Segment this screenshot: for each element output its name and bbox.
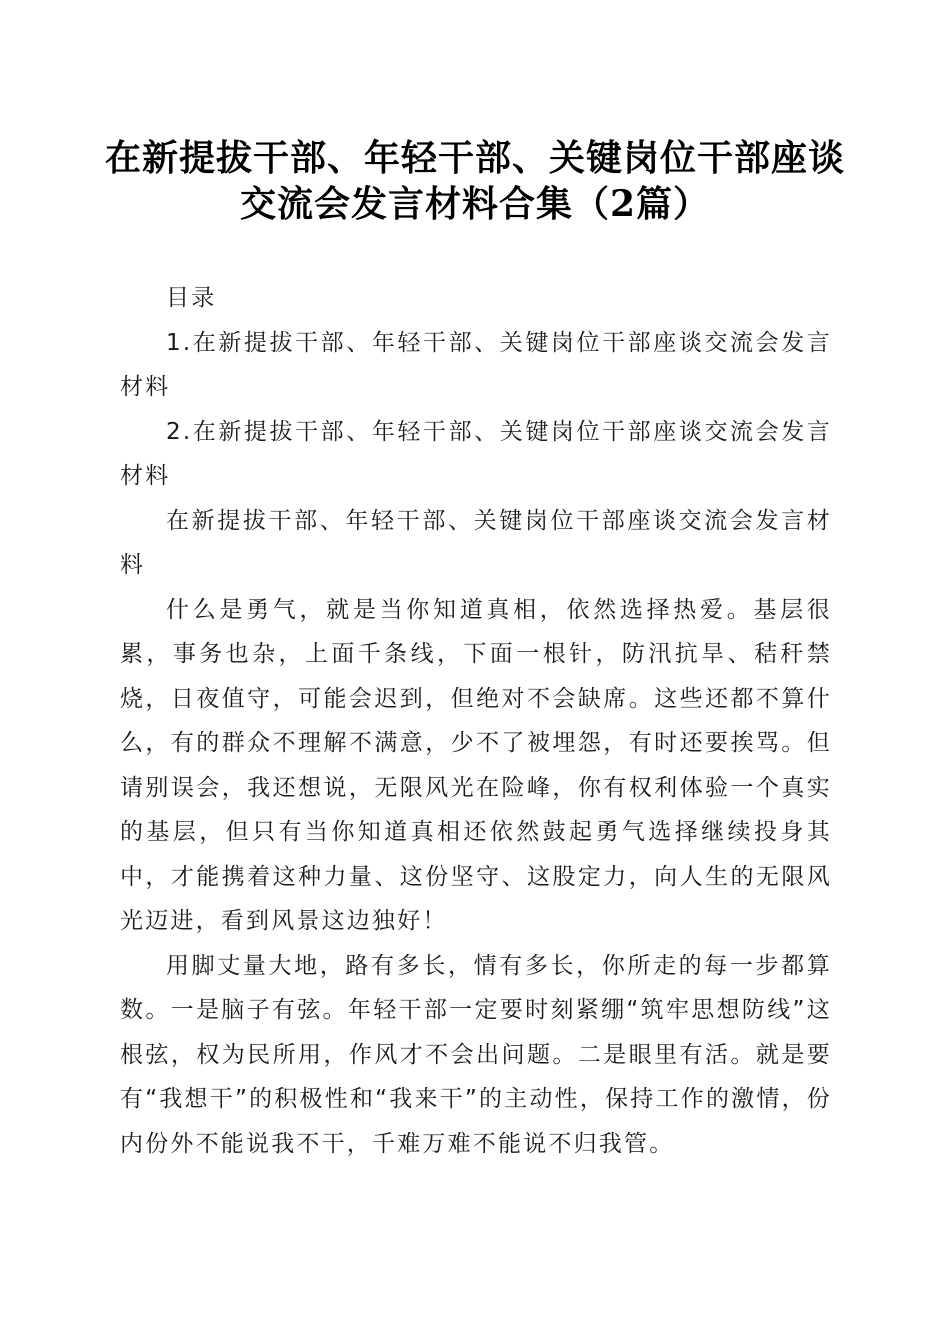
document-title [100, 135, 850, 227]
toc-item-1: 1.在新提拔干部、年轻干部、关键岗位干部座谈交流会发言材料 [120, 329, 832, 400]
document-body [120, 276, 832, 1166]
title-line-1: 在新提拔干部、年轻干部、关键岗位干部座谈 [104, 137, 845, 179]
body-paragraph-2: 用脚丈量大地，路有多长，情有多长，你所走的每一步都算数。一是脑子有弦。年轻干部一定要时刻紧绷“筑牢思想防线”这根弦，权为民所用，作风才不会出问题。二是眼里有活。就是要有“我想干”的积极性和“我来干”的主动性，保持工作的激情，份内份外不能说我不干，千难万难不能说不归我管。 [120, 952, 832, 1157]
title-line-2: 交流会发言材料合集（2篇） [239, 183, 711, 225]
toc-item-2: 2.在新提拔干部、年轻干部、关键岗位干部座谈交流会发言材料 [120, 418, 832, 489]
toc-heading: 目录 [166, 285, 217, 311]
section-title: 在新提拔干部、年轻干部、关键岗位干部座谈交流会发言材料 [120, 507, 832, 578]
body-paragraph-1: 什么是勇气，就是当你知道真相，依然选择热爱。基层很累，事务也杂，上面千条线，下面一根针，防汛抗旱、秸秆禁烧，日夜值守，可能会迟到，但绝对不会缺席。这些还都不算什么，有的群众不理解不满意，少不了被埋怨，有时还要挨骂。但请别误会，我还想说，无限风光在险峰，你有权利体验一个真实的基层，但只有当你知道真相还依然鼓起勇气选择继续投身其中，才能携着这种力量、这份坚守、这股定力，向人生的无限风光迈进，看到风景这边独好！ [120, 596, 832, 934]
